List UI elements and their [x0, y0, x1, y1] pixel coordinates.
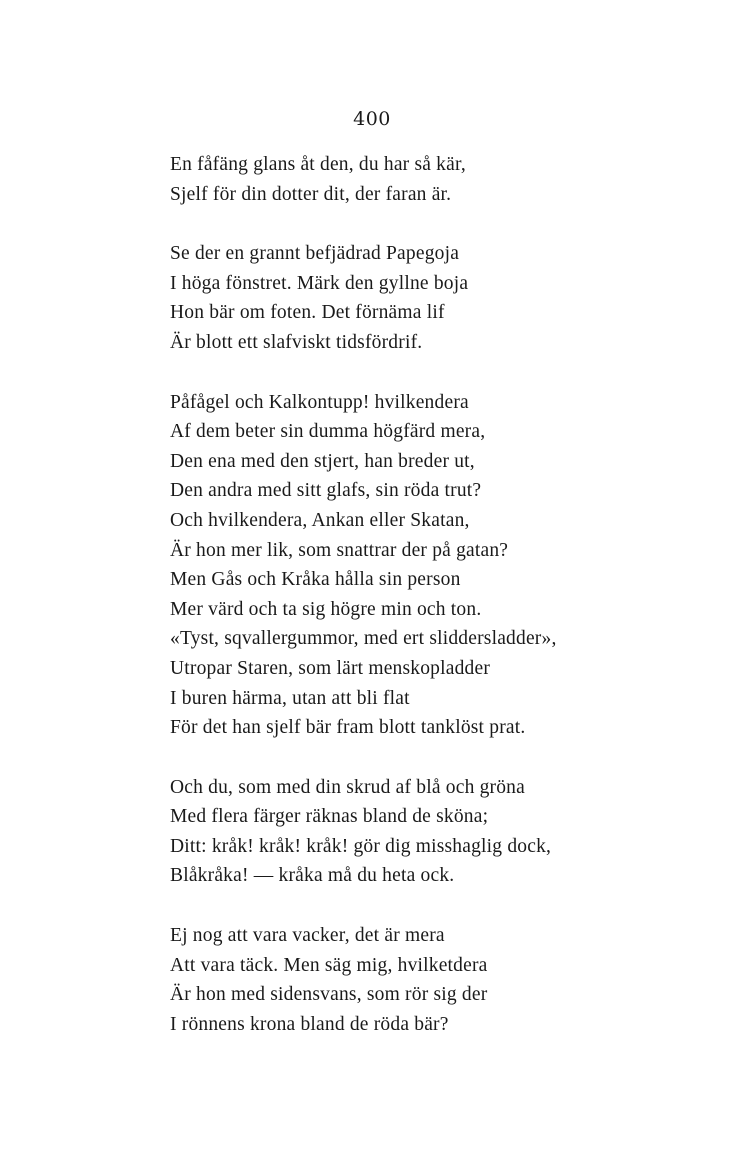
- stanza-2: [170, 239, 710, 357]
- verse-line: Mer värd och ta sig högre min och ton.: [170, 598, 482, 620]
- verse-line: Utropar Staren, som lärt menskopladder: [170, 657, 491, 679]
- verse-line: Den ena med den stjert, han breder ut,: [170, 450, 475, 472]
- verse-line: I buren härma, utan att bli flat: [170, 687, 410, 709]
- page-number: 400: [353, 108, 391, 130]
- verse-line: Af dem beter sin dumma högfärd mera,: [170, 421, 486, 443]
- verse-line: Sjelf för din dotter dit, der faran är.: [170, 183, 452, 205]
- verse-line: Blåkråka! — kråka må du heta ock.: [170, 865, 455, 887]
- verse-line: Att vara täck. Men säg mig, hvilketdera: [170, 954, 488, 976]
- verse-line: «Tyst, sqvallergummor, med ert sliddersladder»,: [170, 628, 557, 650]
- verse-line: Är hon mer lik, som snattrar der på gatan?: [170, 539, 509, 561]
- verse-line: Och du, som med din skrud af blå och gröna: [170, 776, 525, 798]
- verse-line: I höga fönstret. Märk den gyllne boja: [170, 272, 469, 294]
- verse-line: Se der en grannt befjädrad Papegoja: [170, 243, 460, 265]
- verse-line: Ej nog att vara vacker, det är mera: [170, 925, 445, 947]
- stanza-3: [170, 388, 710, 743]
- verse-line: Ditt: kråk! kråk! kråk! gör dig misshaglig dock,: [170, 835, 552, 857]
- verse-line: För det han sjelf bär fram blott tanklöst prat.: [170, 717, 526, 739]
- verse-line: Hon bär om foten. Det förnäma lif: [170, 302, 445, 324]
- verse-line: En fåfäng glans åt den, du har så kär,: [170, 154, 466, 175]
- verse-line: Men Gås och Kråka hålla sin person: [170, 569, 461, 591]
- verse-line: Är blott ett slafviskt tidsfördrif.: [170, 331, 423, 353]
- verse-line: Den andra med sitt glafs, sin röda trut?: [170, 480, 482, 502]
- stanza-4: [170, 773, 710, 891]
- verse-line: I rönnens krona bland de röda bär?: [170, 1013, 449, 1035]
- stanza-5: [170, 921, 710, 1039]
- poem-body: [170, 150, 710, 1039]
- verse-line: Påfågel och Kalkontupp! hvilkendera: [170, 391, 469, 413]
- verse-line: Med flera färger räknas bland de sköna;: [170, 806, 489, 828]
- verse-line: Är hon med sidensvans, som rör sig der: [170, 984, 488, 1006]
- verse-line: Och hvilkendera, Ankan eller Skatan,: [170, 509, 470, 531]
- stanza-1: [170, 150, 710, 209]
